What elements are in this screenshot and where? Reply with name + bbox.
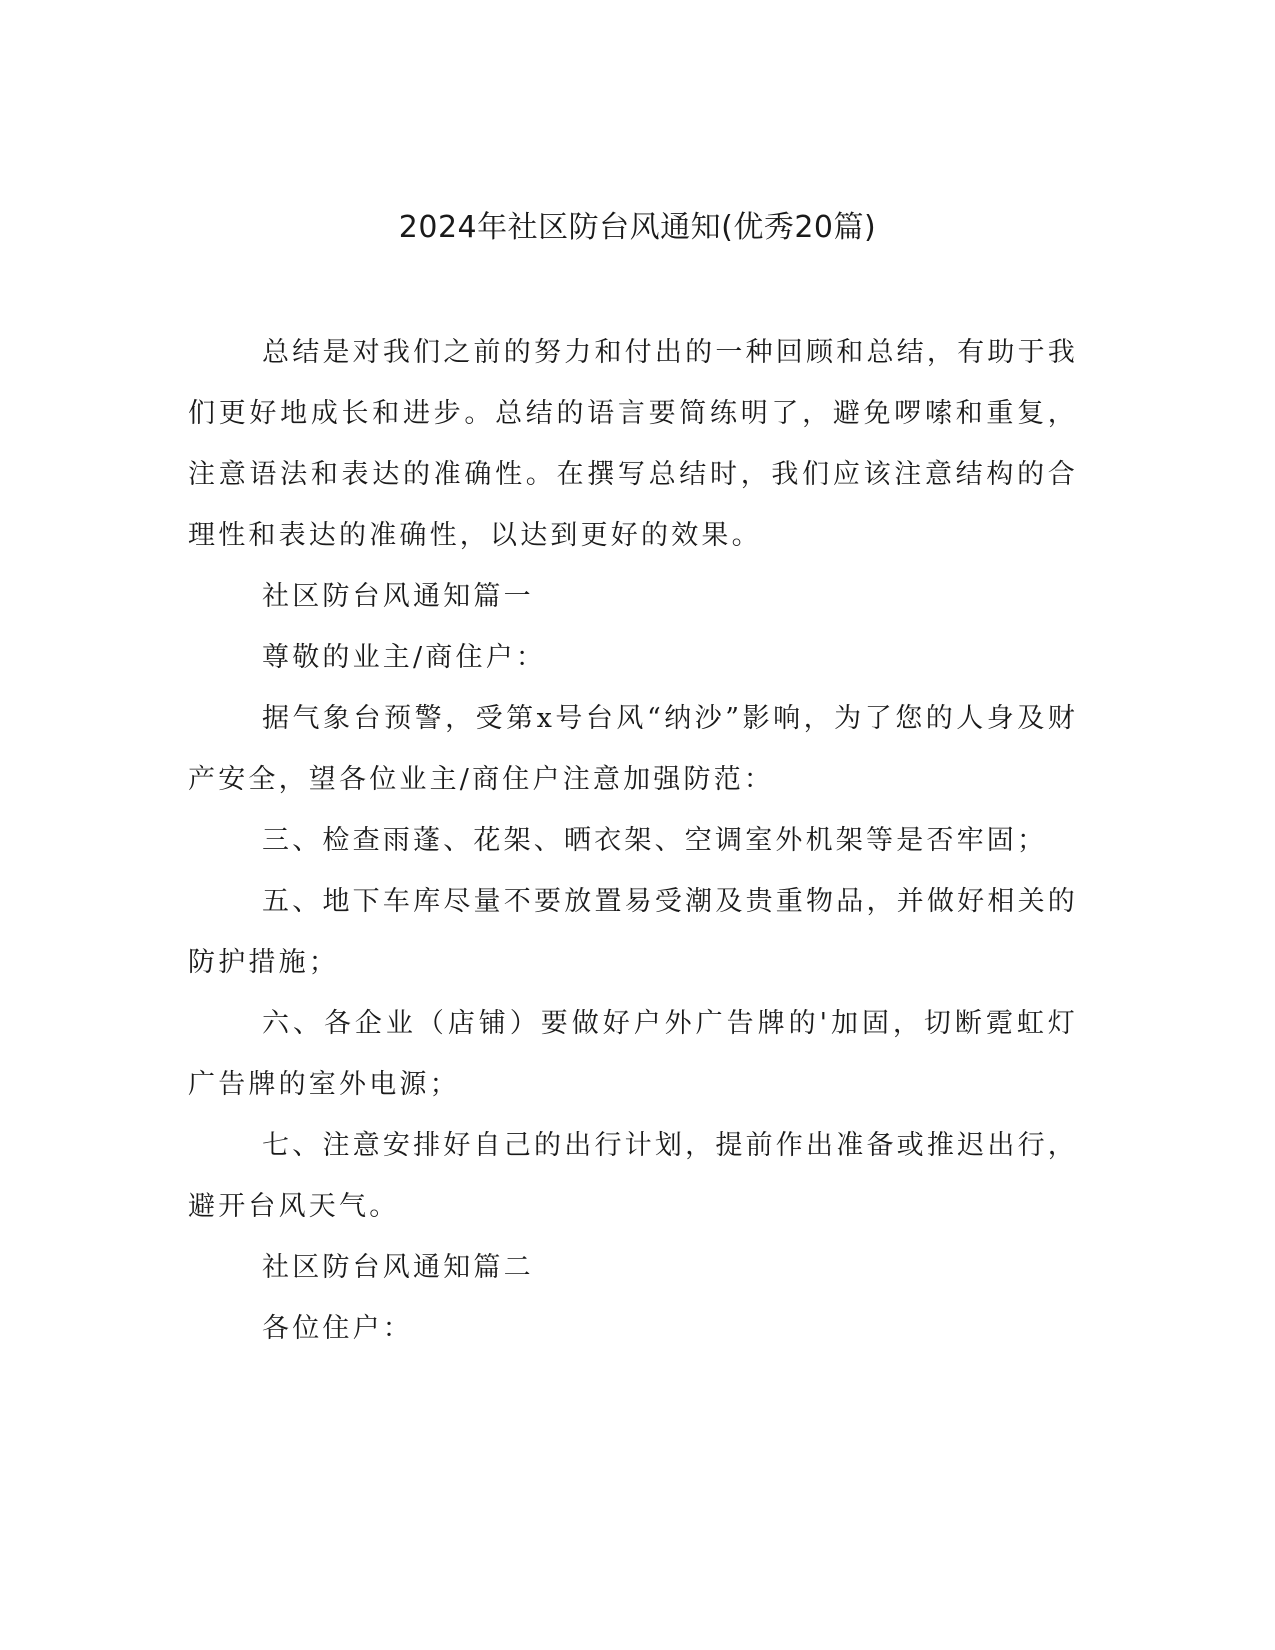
salutation-owners: 尊敬的业主/商住户： — [262, 642, 547, 673]
list-item-5: 五、地下车库尽量不要放置易受潮及贵重物品，并做好相关的防护措施； — [188, 886, 1078, 978]
section-heading-2: 社区防台风通知篇二 — [262, 1252, 534, 1283]
document-body — [188, 322, 1078, 1359]
document-title: 2024年社区防台风通知(优秀20篇) — [398, 210, 877, 245]
warning-paragraph: 据气象台预警，受第x号台风“纳沙”影响，为了您的人身及财产安全，望各位业主/商住户注意加强防范： — [188, 703, 1078, 795]
intro-paragraph: 总结是对我们之前的努力和付出的一种回顾和总结，有助于我们更好地成长和进步。总结的语言要简练明了，避免啰嗦和重复，注意语法和表达的准确性。在撰写总结时，我们应该注意结构的合理性和表达的准确性，以达到更好的效果。 — [188, 337, 1078, 551]
list-item-6: 六、各企业（店铺）要做好户外广告牌的'加固，切断霓虹灯广告牌的室外电源； — [188, 1008, 1078, 1100]
section-heading-1: 社区防台风通知篇一 — [262, 581, 534, 612]
list-item-3: 三、检查雨蓬、花架、晒衣架、空调室外机架等是否牢固； — [262, 825, 1048, 856]
list-item-7: 七、注意安排好自己的出行计划，提前作出准备或推迟出行，避开台风天气。 — [188, 1130, 1078, 1222]
salutation-residents: 各位住户： — [262, 1313, 413, 1344]
